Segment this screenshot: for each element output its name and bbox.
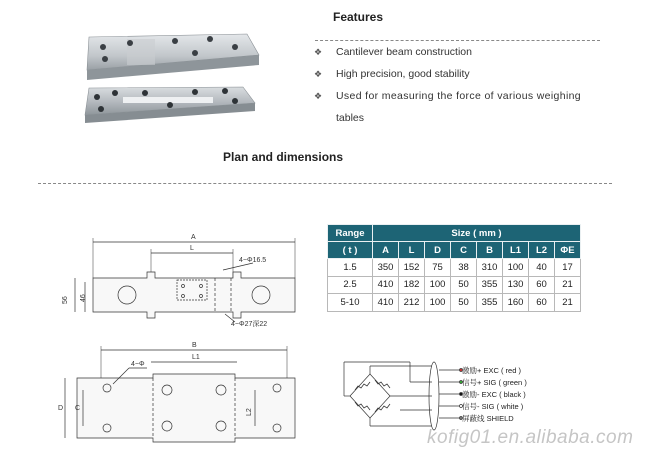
- hole-top-label: 4−Φ16.5: [239, 257, 267, 264]
- plan-title: Plan and dimensions: [223, 150, 344, 164]
- table-cell: 60: [529, 294, 555, 312]
- bullet-icon: ❖: [314, 69, 323, 79]
- column-header: D: [425, 242, 451, 259]
- table-cell: 350: [373, 259, 399, 277]
- features-title: Features: [333, 10, 384, 24]
- wiring-diagram: [340, 360, 465, 435]
- range-cell: 1.5: [328, 259, 373, 277]
- table-cell: 50: [451, 276, 477, 294]
- feature-text: Cantilever beam construction: [336, 46, 472, 58]
- wire-label-exc-minus: 激励- EXC ( black ): [462, 390, 526, 399]
- table-cell: 212: [399, 294, 425, 312]
- table-cell: 152: [399, 259, 425, 277]
- header-unit: ( t ): [328, 242, 373, 259]
- table-cell: 160: [503, 294, 529, 312]
- dim-l-label: L: [190, 245, 194, 252]
- load-cell-photo-top: [87, 34, 259, 80]
- product-photo: [75, 25, 265, 140]
- dim-l2-label: L2: [246, 408, 253, 416]
- wire-label-exc-plus: 激励+ EXC ( red ): [462, 366, 521, 375]
- bullet-icon: ❖: [314, 47, 323, 57]
- features-divider: [315, 40, 600, 41]
- dim-c-label: C: [75, 405, 81, 412]
- header-size: Size ( mm ): [373, 225, 581, 242]
- range-cell: 5-10: [328, 294, 373, 312]
- bullet-icon: ❖: [314, 91, 323, 101]
- table-row: [328, 294, 581, 312]
- table-cell: 38: [451, 259, 477, 277]
- table-cell: 60: [529, 276, 555, 294]
- dim-46-label: 46: [80, 294, 87, 302]
- wire-label-shield: 屏蔽线 SHIELD: [462, 414, 514, 423]
- spec-table: [327, 224, 581, 312]
- dim-d-label: D: [58, 405, 64, 412]
- feature-item: [314, 90, 581, 102]
- table-cell: 50: [451, 294, 477, 312]
- load-cell-photo-bottom: [85, 87, 255, 123]
- table-cell: 100: [425, 276, 451, 294]
- hole-label: 4−Φ: [131, 361, 145, 368]
- table-row: [328, 259, 581, 277]
- dim-56-label: 56: [62, 296, 69, 304]
- table-cell: 355: [477, 294, 503, 312]
- header-range: Range: [328, 225, 373, 242]
- watermark: kofig01.en.alibaba.com: [427, 427, 634, 448]
- top-view-drawing: [55, 340, 315, 455]
- side-view-drawing: [55, 230, 315, 340]
- table-cell: 182: [399, 276, 425, 294]
- table-cell: 410: [373, 276, 399, 294]
- table-cell: 410: [373, 294, 399, 312]
- column-header: L1: [503, 242, 529, 259]
- table-cell: 310: [477, 259, 503, 277]
- feature-item: [314, 46, 472, 58]
- table-cell: 17: [555, 259, 581, 277]
- column-header: L2: [529, 242, 555, 259]
- wire-label-sig-plus: 信号+ SIG ( green ): [462, 378, 527, 387]
- table-cell: 75: [425, 259, 451, 277]
- table-header-row: [328, 242, 581, 259]
- table-cell: 21: [555, 276, 581, 294]
- feature-text: tables: [336, 112, 365, 124]
- hole-bottom-label: 4−Φ27深22: [231, 321, 268, 328]
- column-header: L: [399, 242, 425, 259]
- column-header: A: [373, 242, 399, 259]
- table-cell: 40: [529, 259, 555, 277]
- table-cell: 355: [477, 276, 503, 294]
- feature-item: [314, 68, 470, 80]
- column-header: B: [477, 242, 503, 259]
- dim-b-label: B: [192, 342, 197, 349]
- feature-item-continued: [336, 112, 364, 124]
- table-cell: 21: [555, 294, 581, 312]
- dim-a-label: A: [191, 234, 196, 241]
- table-cell: 130: [503, 276, 529, 294]
- table-header-row: [328, 225, 581, 242]
- plan-divider: [38, 183, 612, 184]
- table-cell: 100: [425, 294, 451, 312]
- dim-l1-label: L1: [192, 354, 200, 361]
- column-header: ΦE: [555, 242, 581, 259]
- table-cell: 100: [503, 259, 529, 277]
- column-header: C: [451, 242, 477, 259]
- table-row: [328, 276, 581, 294]
- feature-text: High precision, good stability: [336, 68, 470, 80]
- wire-label-sig-minus: 信号- SIG ( white ): [462, 402, 524, 411]
- range-cell: 2.5: [328, 276, 373, 294]
- feature-text: Used for measuring the force of various weighing: [336, 90, 582, 102]
